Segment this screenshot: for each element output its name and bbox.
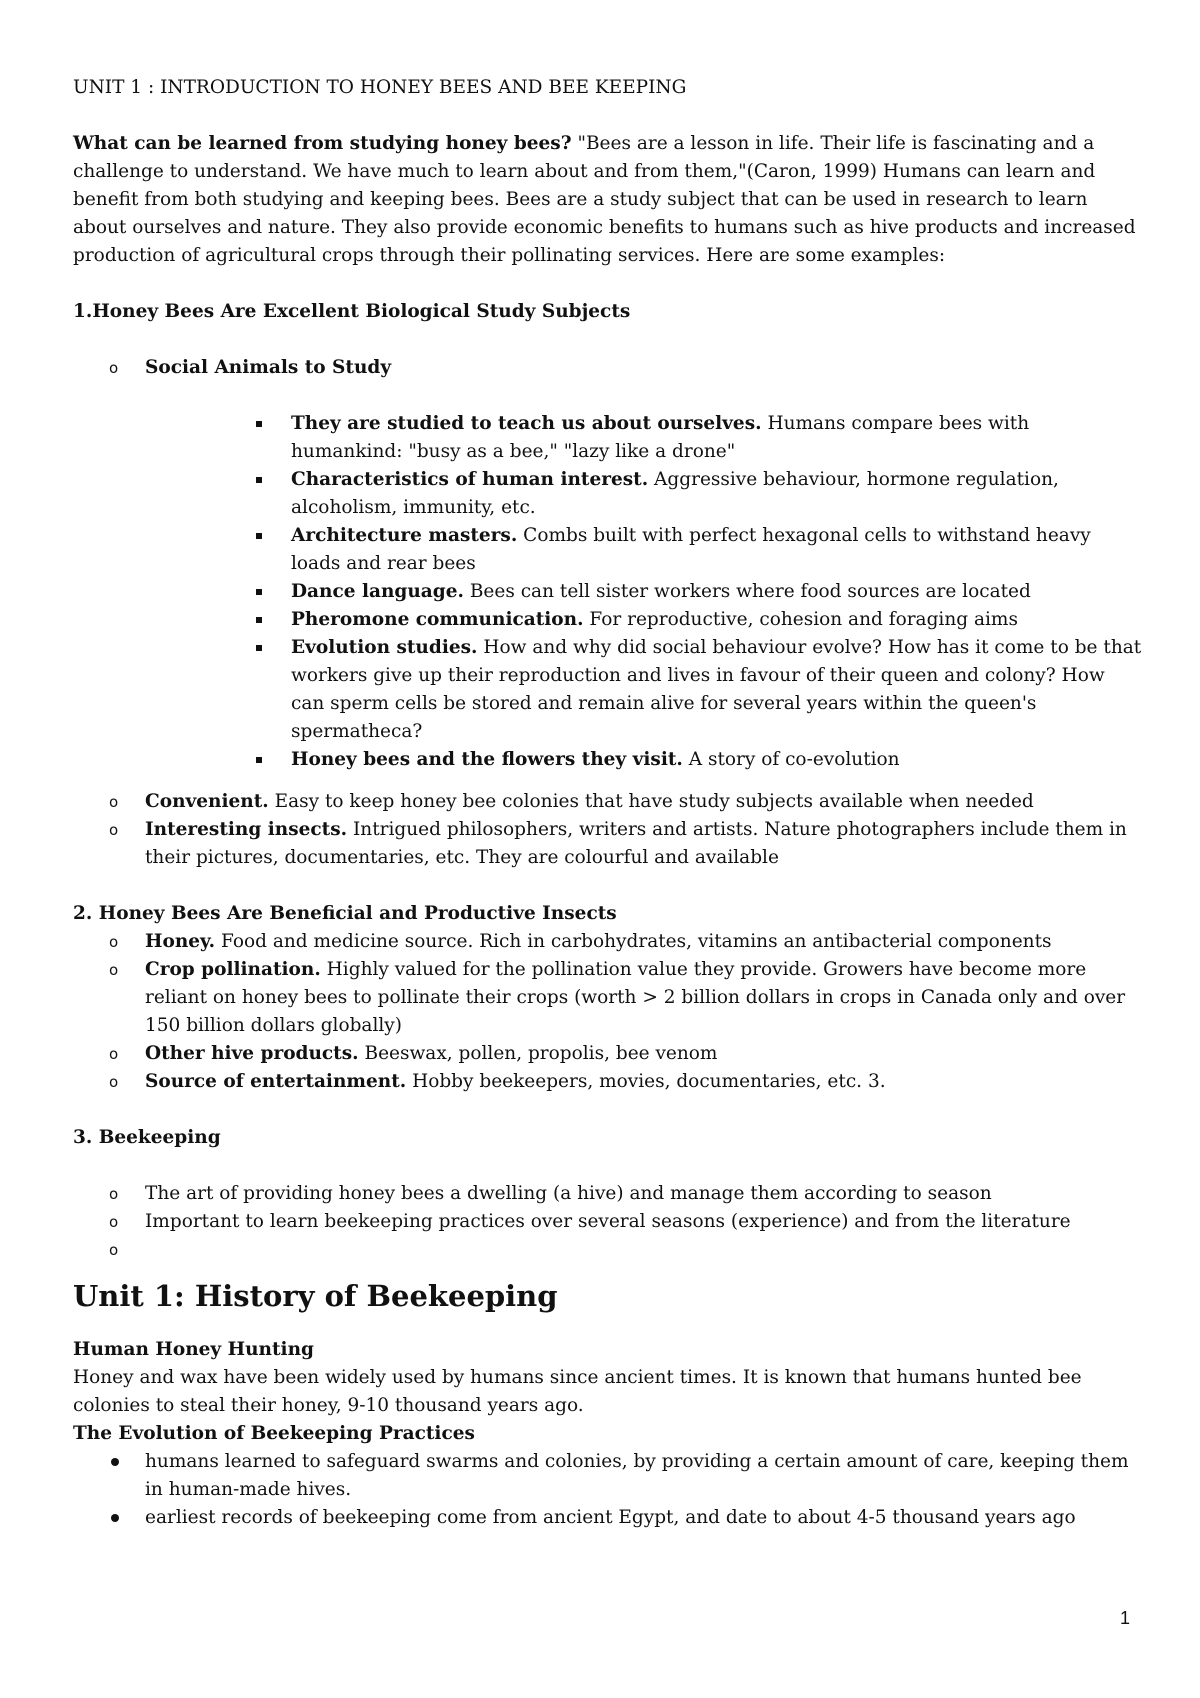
circle-bullet-icon: o	[109, 793, 119, 811]
list-item	[73, 1236, 1143, 1264]
section3-heading: 3. Beekeeping	[73, 1127, 221, 1148]
circle-bullet-icon: o	[109, 821, 119, 839]
point-text: Important to learn beekeeping practices over several seasons (experience) and from the literature	[145, 1211, 1071, 1232]
point-title: Other hive products.	[145, 1043, 359, 1064]
page-number: 1	[1119, 1608, 1130, 1628]
hunting-text: Honey and wax have been widely used by humans since ancient times. It is known that humans hunted bee colonies to steal their honey, 9-10 thousand years ago.	[73, 1367, 1082, 1416]
point-text: Aggressive behaviour, hormone regulation, alcoholism, immunity, etc.	[291, 469, 1059, 518]
list-item	[73, 522, 1143, 578]
evolution-heading: The Evolution of Beekeeping Practices	[73, 1423, 475, 1444]
hunting-heading: Human Honey Hunting	[73, 1339, 314, 1360]
unit-title: UNIT 1 : INTRODUCTION TO HONEY BEES AND BEE KEEPING	[73, 77, 687, 98]
point-text: Intrigued philosophers, writers and artists. Nature photographers include them in their pictures, documentaries, etc. They are colourful and available	[145, 819, 1127, 868]
list-item	[73, 956, 1143, 1040]
list-item	[73, 746, 1143, 774]
point-text: Highly valued for the pollination value they provide. Growers have become more reliant on honey bees to pollinate their crops (worth > 2 billion dollars in crops in Canada only and over 150 billion dollars globally)	[145, 959, 1126, 1036]
intro-question: What can be learned from studying honey bees?	[73, 133, 572, 154]
point-text: Bees can tell sister workers where food sources are located	[463, 581, 1031, 602]
square-bullet-icon	[256, 533, 262, 539]
intro-text: "Bees are a lesson in life. Their life is fascinating and a challenge to understand. We have much to learn about and from them,"(Caron, 1999) Humans can learn and benefit from both studying and keeping bees. Bees are a study subject that can be used in research to learn about ourselves and nature. They also provide economic benefits to humans such as hive products and increased production of agricultural crops through their pollinating services. Here are some examples:	[73, 133, 1136, 266]
list-item	[73, 928, 1143, 956]
point-title: Evolution studies.	[291, 637, 478, 658]
list-item	[73, 1040, 1143, 1068]
social-animals-title: Social Animals to Study	[145, 357, 392, 378]
point-text: Food and medicine source. Rich in carbohydrates, vitamins an antibacterial components	[215, 931, 1052, 952]
point-title: Source of entertainment.	[145, 1071, 407, 1092]
point-text: A story of co-evolution	[682, 749, 900, 770]
point-text: humans learned to safeguard swarms and colonies, by providing a certain amount of care, keeping them in human-made hives.	[145, 1451, 1129, 1500]
section1-heading: 1.Honey Bees Are Excellent Biological Study Subjects	[73, 301, 631, 322]
point-title: Dance language.	[291, 581, 464, 602]
circle-bullet-icon: o	[109, 961, 119, 979]
point-title: Honey bees and the flowers they visit.	[291, 749, 683, 770]
list-item	[73, 578, 1143, 606]
square-bullet-icon	[256, 421, 262, 427]
square-bullet-icon	[256, 645, 262, 651]
circle-bullet-icon: o	[109, 1045, 119, 1063]
list-item	[73, 606, 1143, 634]
list-item	[73, 1208, 1143, 1236]
list-item	[73, 1448, 1143, 1504]
point-text: Humans compare bees with humankind: "busy as a bee," "lazy like a drone"	[291, 413, 1030, 462]
circle-bullet-icon: o	[109, 933, 119, 951]
beekeeping-list	[73, 1180, 1143, 1264]
point-title: Architecture masters.	[291, 525, 518, 546]
point-title: They are studied to teach us about ourselves.	[291, 413, 762, 434]
point-text: Beeswax, pollen, propolis, bee venom	[358, 1043, 718, 1064]
point-title: Honey.	[145, 931, 216, 952]
document-body	[73, 74, 1143, 1532]
list-item	[73, 1068, 1143, 1096]
study-extra-list	[73, 788, 1143, 872]
point-title: Crop pollination.	[145, 959, 321, 980]
circle-bullet-icon: o	[109, 1241, 119, 1259]
point-text: earliest records of beekeeping come from ancient Egypt, and date to about 4-5 thousand years ago	[145, 1507, 1076, 1528]
list-item	[73, 634, 1143, 746]
social-animals-list	[73, 354, 1143, 382]
beneficial-list	[73, 928, 1143, 1096]
square-bullet-icon	[256, 757, 262, 763]
list-item	[73, 816, 1143, 872]
point-title: Pheromone communication.	[291, 609, 584, 630]
square-bullet-icon	[256, 589, 262, 595]
square-bullet-icon	[256, 477, 262, 483]
evolution-list	[73, 1448, 1143, 1532]
circle-bullet-icon: o	[109, 1073, 119, 1091]
point-text: How and why did social behaviour evolve? How has it come to be that workers give up their reproduction and lives in favour of their queen and colony? How can sperm cells be stored and remain alive for several years within the queen's spermatheca?	[291, 637, 1142, 742]
point-text: For reproductive, cohesion and foraging aims	[583, 609, 1018, 630]
dot-bullet-icon	[111, 1458, 119, 1466]
point-title: Convenient.	[145, 791, 269, 812]
square-bullet-icon	[256, 617, 262, 623]
point-title: Interesting insects.	[145, 819, 348, 840]
circle-bullet-icon: o	[109, 1185, 119, 1203]
point-text: The art of providing honey bees a dwelling (a hive) and manage them according to season	[145, 1183, 992, 1204]
point-text: Combs built with perfect hexagonal cells to withstand heavy loads and rear bees	[291, 525, 1091, 574]
circle-bullet-icon: o	[109, 359, 119, 377]
point-text: Hobby beekeepers, movies, documentaries, etc. 3.	[406, 1071, 886, 1092]
intro-paragraph	[73, 130, 1143, 270]
list-item	[73, 1504, 1143, 1532]
list-item	[73, 354, 1143, 382]
point-text: Easy to keep honey bee colonies that have study subjects available when needed	[268, 791, 1034, 812]
section2-heading: 2. Honey Bees Are Beneficial and Productive Insects	[73, 903, 617, 924]
list-item	[73, 410, 1143, 466]
dot-bullet-icon	[111, 1514, 119, 1522]
history-title: Unit 1: History of Beekeeping	[73, 1279, 558, 1313]
circle-bullet-icon: o	[109, 1213, 119, 1231]
point-title: Characteristics of human interest.	[291, 469, 649, 490]
list-item	[73, 788, 1143, 816]
list-item	[73, 466, 1143, 522]
list-item	[73, 1180, 1143, 1208]
social-points-list	[73, 410, 1143, 774]
